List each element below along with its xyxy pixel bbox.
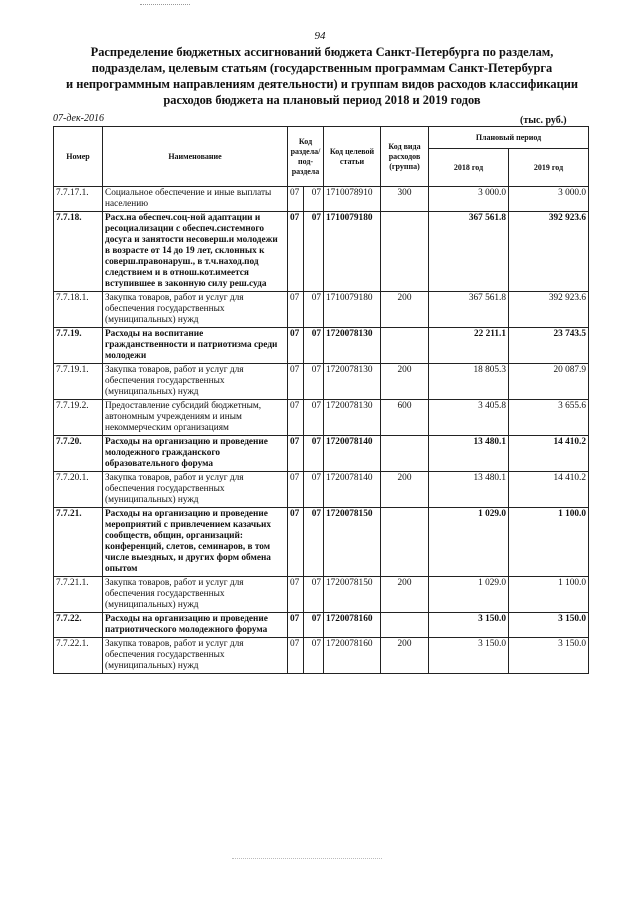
row-name: Закупка товаров, работ и услуг для обеспечения государственных (муниципальных) нужд — [103, 364, 288, 400]
row-value-2018: 18 805.3 — [429, 364, 509, 400]
row-name: Расходы на воспитание гражданственности и патриотизма среди молодежи — [103, 328, 288, 364]
row-number: 7.7.19.2. — [54, 400, 103, 436]
row-article-code: 1710079180 — [324, 212, 381, 292]
row-name: Закупка товаров, работ и услуг для обеспечения государственных (муниципальных) нужд — [103, 292, 288, 328]
row-name: Расходы на организацию и проведение патриотического молодежного форума — [103, 613, 288, 638]
scan-mark-bottom — [232, 858, 382, 859]
document-title — [52, 44, 592, 108]
row-value-2019: 3 000.0 — [509, 187, 589, 212]
row-number: 7.7.20.1. — [54, 472, 103, 508]
row-article-code: 1720078150 — [324, 577, 381, 613]
budget-table — [53, 126, 589, 674]
table-row — [54, 508, 589, 577]
row-article-code: 1710078910 — [324, 187, 381, 212]
title-line-3: и непрограммным направлениям деятельности) и группам видов расходов классификации — [66, 77, 578, 91]
row-subsection: 07 — [304, 187, 324, 212]
row-subsection: 07 — [304, 292, 324, 328]
row-section: 07 — [288, 436, 304, 472]
row-subsection: 07 — [304, 613, 324, 638]
table-body — [54, 187, 589, 674]
row-article-code: 1720078130 — [324, 328, 381, 364]
row-value-2019: 20 087.9 — [509, 364, 589, 400]
row-name: Расходы на организацию и проведение мероприятий с привлечением казачьих сообществ, общин, организаций: конференций, слетов, семинаров, в том числе выездных, и других форм обмена опытом — [103, 508, 288, 577]
row-section: 07 — [288, 212, 304, 292]
title-line-2: подразделам, целевым статьям (государственным программам Санкт-Петербурга — [91, 61, 553, 75]
row-expense-type: 200 — [381, 472, 429, 508]
row-value-2018: 13 480.1 — [429, 436, 509, 472]
row-article-code: 1720078130 — [324, 400, 381, 436]
table-row — [54, 638, 589, 674]
row-expense-type: 200 — [381, 638, 429, 674]
row-value-2018: 1 029.0 — [429, 577, 509, 613]
table-row — [54, 472, 589, 508]
row-expense-type: 300 — [381, 187, 429, 212]
row-value-2019: 14 410.2 — [509, 436, 589, 472]
row-value-2018: 22 211.1 — [429, 328, 509, 364]
row-name: Расходы на организацию и проведение молодежного гражданского образовательного форума — [103, 436, 288, 472]
row-number: 7.7.18.1. — [54, 292, 103, 328]
row-name: Социальное обеспечение и иные выплаты населению — [103, 187, 288, 212]
row-name: Закупка товаров, работ и услуг для обеспечения государственных (муниципальных) нужд — [103, 577, 288, 613]
row-number: 7.7.22. — [54, 613, 103, 638]
table-row — [54, 212, 589, 292]
row-value-2019: 3 150.0 — [509, 638, 589, 674]
row-value-2019: 392 923.6 — [509, 292, 589, 328]
row-number: 7.7.21.1. — [54, 577, 103, 613]
row-subsection: 07 — [304, 212, 324, 292]
row-subsection: 07 — [304, 400, 324, 436]
header-year-2018: 2018 год — [429, 149, 509, 187]
row-expense-type — [381, 436, 429, 472]
row-value-2018: 3 000.0 — [429, 187, 509, 212]
document-date: 07-дек-2016 — [53, 113, 104, 124]
header-section-code: Код раздела/ под-раздела — [288, 127, 324, 187]
row-name: Закупка товаров, работ и услуг для обеспечения государственных (муниципальных) нужд — [103, 472, 288, 508]
table-row — [54, 364, 589, 400]
row-name: Предоставление субсидий бюджетным, автономным учреждениям и иным некоммерческим организациям — [103, 400, 288, 436]
table-row — [54, 187, 589, 212]
title-line-4: расходов бюджета на плановый период 2018 и 2019 годов — [163, 93, 481, 107]
row-value-2019: 3 150.0 — [509, 613, 589, 638]
row-number: 7.7.17.1. — [54, 187, 103, 212]
row-section: 07 — [288, 472, 304, 508]
row-subsection: 07 — [304, 508, 324, 577]
row-name: Расх.на обеспеч.соц-ной адаптации и ресоциализации с обеспеч.системного досуга и занятости несоверш.и молодежи в возрасте от 14 до 19 лет, склонных к соверш.правонаруш., в т.ч.наход.под следствием и в отнош.кот.имеется вступившее в законную силу реш.суда — [103, 212, 288, 292]
row-article-code: 1720078130 — [324, 364, 381, 400]
row-article-code: 1720078140 — [324, 472, 381, 508]
row-expense-type — [381, 328, 429, 364]
row-expense-type: 200 — [381, 292, 429, 328]
row-number: 7.7.22.1. — [54, 638, 103, 674]
units-label: (тыс. руб.) — [520, 115, 567, 126]
row-expense-type — [381, 212, 429, 292]
row-section: 07 — [288, 577, 304, 613]
table-row — [54, 577, 589, 613]
row-section: 07 — [288, 364, 304, 400]
header-year-2019: 2019 год — [509, 149, 589, 187]
row-value-2018: 1 029.0 — [429, 508, 509, 577]
row-article-code: 1720078160 — [324, 613, 381, 638]
row-number: 7.7.21. — [54, 508, 103, 577]
row-article-code: 1720078160 — [324, 638, 381, 674]
row-value-2018: 367 561.8 — [429, 292, 509, 328]
row-value-2018: 13 480.1 — [429, 472, 509, 508]
row-value-2019: 1 100.0 — [509, 508, 589, 577]
row-section: 07 — [288, 613, 304, 638]
row-article-code: 1710079180 — [324, 292, 381, 328]
header-name: Наименование — [103, 127, 288, 187]
row-number: 7.7.18. — [54, 212, 103, 292]
table-row — [54, 613, 589, 638]
header-number: Номер — [54, 127, 103, 187]
table-row — [54, 328, 589, 364]
row-section: 07 — [288, 638, 304, 674]
row-subsection: 07 — [304, 472, 324, 508]
page-number: 94 — [314, 30, 326, 42]
row-value-2018: 367 561.8 — [429, 212, 509, 292]
row-value-2019: 3 655.6 — [509, 400, 589, 436]
table-row — [54, 292, 589, 328]
row-article-code: 1720078150 — [324, 508, 381, 577]
header-expense-type-code: Код вида расходов (группа) — [381, 127, 429, 187]
row-value-2019: 392 923.6 — [509, 212, 589, 292]
row-section: 07 — [288, 508, 304, 577]
row-section: 07 — [288, 328, 304, 364]
row-subsection: 07 — [304, 328, 324, 364]
header-article-code: Код целевой статьи — [324, 127, 381, 187]
row-subsection: 07 — [304, 577, 324, 613]
table-row — [54, 436, 589, 472]
table-row — [54, 400, 589, 436]
row-section: 07 — [288, 400, 304, 436]
row-section: 07 — [288, 292, 304, 328]
row-name: Закупка товаров, работ и услуг для обеспечения государственных (муниципальных) нужд — [103, 638, 288, 674]
row-section: 07 — [288, 187, 304, 212]
row-expense-type: 600 — [381, 400, 429, 436]
row-subsection: 07 — [304, 364, 324, 400]
row-number: 7.7.19.1. — [54, 364, 103, 400]
row-value-2018: 3 150.0 — [429, 638, 509, 674]
row-value-2019: 1 100.0 — [509, 577, 589, 613]
title-line-1: Распределение бюджетных ассигнований бюджета Санкт-Петербурга по разделам, — [90, 45, 554, 59]
row-value-2018: 3 405.8 — [429, 400, 509, 436]
row-expense-type: 200 — [381, 577, 429, 613]
row-expense-type: 200 — [381, 364, 429, 400]
scan-mark-top — [140, 4, 190, 5]
row-subsection: 07 — [304, 638, 324, 674]
row-subsection: 07 — [304, 436, 324, 472]
row-value-2018: 3 150.0 — [429, 613, 509, 638]
row-value-2019: 14 410.2 — [509, 472, 589, 508]
row-number: 7.7.19. — [54, 328, 103, 364]
header-planning-period: Плановый период — [429, 127, 589, 149]
row-expense-type — [381, 508, 429, 577]
row-number: 7.7.20. — [54, 436, 103, 472]
row-expense-type — [381, 613, 429, 638]
row-value-2019: 23 743.5 — [509, 328, 589, 364]
row-article-code: 1720078140 — [324, 436, 381, 472]
